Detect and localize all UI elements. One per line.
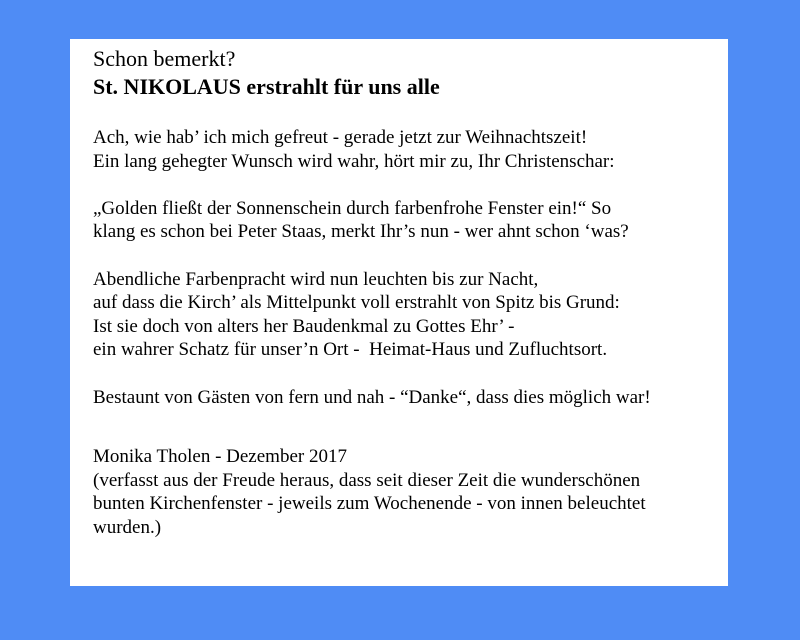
poem-line: Abendliche Farbenpracht wird nun leuchten bis zur Nacht,: [93, 268, 539, 290]
stanza-1: [93, 126, 728, 173]
poem-card: [70, 39, 728, 586]
author-note: [93, 445, 728, 539]
poem-line: Bestaunt von Gästen von fern und nah - “Danke“, dass dies möglich war!: [93, 386, 651, 408]
stanza-4: [93, 386, 728, 410]
poem-title: St. NIKOLAUS erstrahlt für uns alle: [93, 74, 440, 99]
poem-line: ein wahrer Schatz für unser’n Ort - Heimat-Haus und Zufluchtsort.: [93, 339, 608, 361]
subtitle: Schon bemerkt?: [93, 46, 236, 71]
stanza-3: [93, 268, 728, 362]
author-line: Monika Tholen - Dezember 2017: [93, 446, 347, 468]
note-line: (verfasst aus der Freude heraus, dass seit dieser Zeit die wunderschönen: [93, 469, 641, 491]
note-line: wurden.): [93, 516, 162, 538]
poem-line: Ach, wie hab’ ich mich gefreut - gerade jetzt zur Weihnachtszeit!: [93, 127, 588, 148]
poem-line: Ein lang gehegter Wunsch wird wahr, hört mir zu, Ihr Christenschar:: [93, 150, 615, 172]
poem-line: klang es schon bei Peter Staas, merkt Ihr’s nun - wer ahnt schon ‘was?: [93, 221, 629, 243]
poem-line: Ist sie doch von alters her Baudenkmal zu Gottes Ehr’ -: [93, 315, 515, 337]
poem-line: auf dass die Kirch’ als Mittelpunkt voll erstrahlt von Spitz bis Grund:: [93, 292, 620, 314]
stanza-2: [93, 197, 728, 244]
note-line: bunten Kirchenfenster - jeweils zum Wochenende - von innen beleuchtet: [93, 493, 646, 515]
poem-line: „Golden fließt der Sonnenschein durch farbenfrohe Fenster ein!“ So: [93, 197, 612, 219]
